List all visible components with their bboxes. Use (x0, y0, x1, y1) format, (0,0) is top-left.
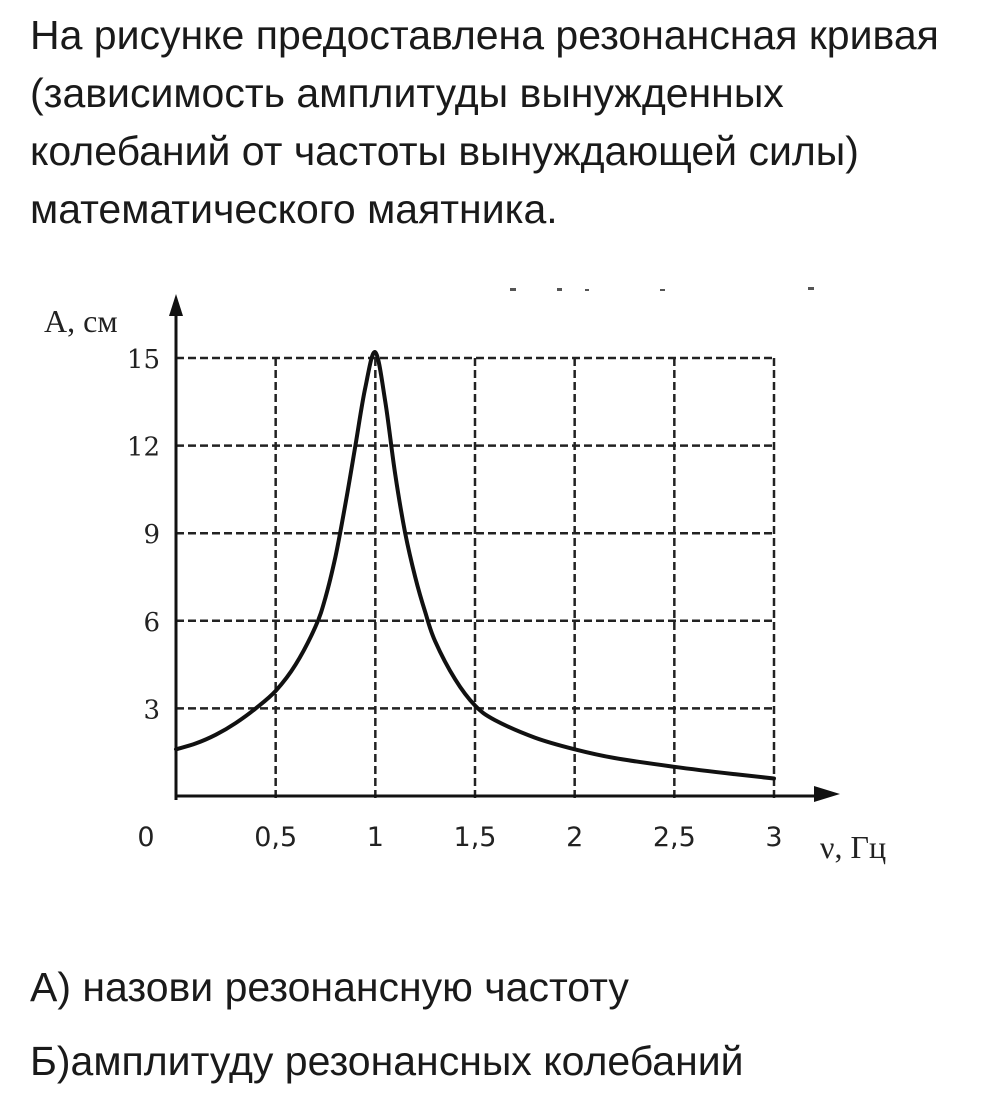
tick-labels (127, 345, 783, 853)
y-tick-label: 15 (126, 345, 160, 375)
x-tick-label: 2 (566, 822, 584, 853)
x-tick-label: 3 (765, 822, 783, 853)
chart-svg (0, 280, 997, 900)
x-tick-label: 0,5 (254, 822, 298, 853)
grid-lines (176, 358, 774, 802)
resonance-chart (0, 280, 997, 900)
y-tick-label: 12 (126, 432, 160, 463)
stray-marks (510, 287, 814, 291)
x-axis-label: ν, Гц (820, 829, 887, 865)
x-tick-label: 1,5 (453, 822, 497, 853)
x-axis-arrow-icon (814, 786, 840, 802)
question-a: А) назови резонансную частоту (30, 964, 629, 1010)
y-tick-label: 6 (143, 607, 160, 638)
x-tick-label: 1 (366, 822, 384, 853)
intro-text: На рисунке предоставлена резонансная кривая (зависимость амплитуды вынужденных колебаний от частоты вынуждающей силы) математического маятника. (30, 12, 939, 232)
x-tick-label: 2,5 (652, 822, 696, 853)
y-axis-label: А, см (44, 303, 118, 339)
y-tick-label: 3 (143, 695, 160, 726)
x-tick-label: 0 (137, 822, 155, 853)
y-axis-arrow-icon (169, 294, 183, 316)
y-tick-label: 9 (143, 520, 160, 551)
question-b: Б)амплитуду резонансных колебаний (30, 1038, 744, 1084)
